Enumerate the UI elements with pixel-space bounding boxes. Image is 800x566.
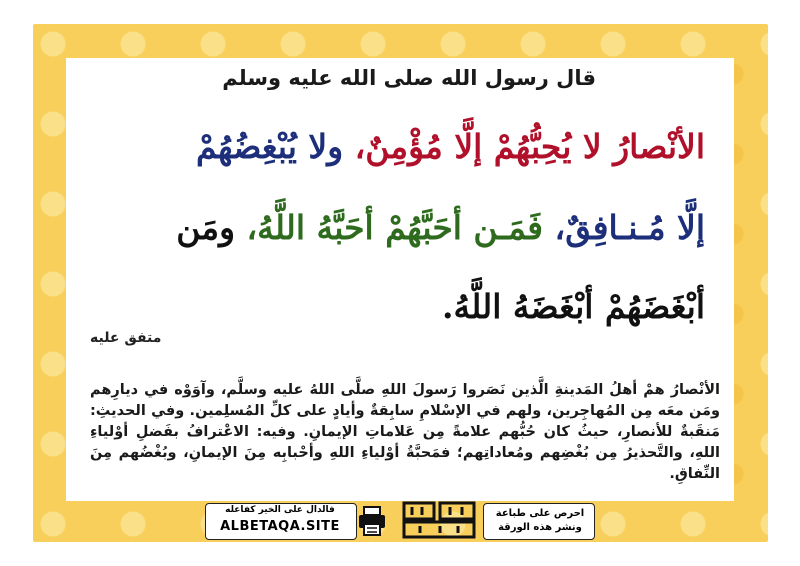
hadith-part-red: الأنْصارُ لا يُحِبُّهُمْ إلَّا مُؤْمِنٌ، — [354, 127, 705, 166]
hadith-part-blue-2: إلَّا مُـنـافِقٌ، — [554, 208, 705, 247]
site-link[interactable]: ALBETAQA.SITE — [220, 519, 340, 534]
print-reminder-line-1: احرص على طباعة — [495, 508, 585, 519]
hadith-line-1 — [196, 127, 705, 166]
footer-bar — [205, 503, 595, 540]
hadith-part-black: ومَن — [176, 208, 236, 247]
site-tagline: فالدال على الخير كفاعله — [225, 505, 335, 515]
hadith-part-black-2: أبْغَضَهُمْ أبْغَضَهُ اللَّهُ. — [442, 287, 705, 326]
albetaqa-logo — [400, 501, 480, 539]
hadith-line-2 — [176, 208, 705, 247]
hadith-part-blue: ولا يُبْغِضُهُمْ — [196, 127, 344, 166]
page-title: قال رسول الله صلى الله عليه وسلم — [222, 66, 596, 90]
hadith-source: متفق عليه — [90, 330, 162, 346]
hadith-line-3 — [442, 287, 705, 326]
explanation-text: الأنْصارُ همْ أهلُ المَدينةِ الَّذين نَصَروا رَسولَ اللهِ صلَّى اللهُ عليه وسلَّم، وآوَوْه في ديارِهم ومَن معَه مِن المُهاجِرين، ولهم في الإسْلامِ سابِقةٌ وأيادٍ على كلِّ المُسلِمين. وفي الحديثِ: مَنقَبةٌ للأنصارِ، حيثُ كان حُبُّهم علامةً مِن عَلاماتِ الإيمانِ. وفيه: الاعْترافُ بفَضلِ أوْلياءِ اللهِ، والتَّحذيرُ مِن بُغْضِهم ومُعاداتِهم؛ فمَحبَّةُ أوْلياءِ اللهِ وأحْبابِه مِنَ الإيمانِ، وبُغْضُهم مِنَ النِّفاقِ. — [90, 382, 720, 482]
printer-icon — [357, 505, 387, 537]
print-reminder-line-2: ونشر هذه الورقة — [498, 522, 582, 533]
hadith-part-green: فَمَـن أحَبَّهُمْ أحَبَّهُ اللَّهُ، — [246, 208, 544, 247]
